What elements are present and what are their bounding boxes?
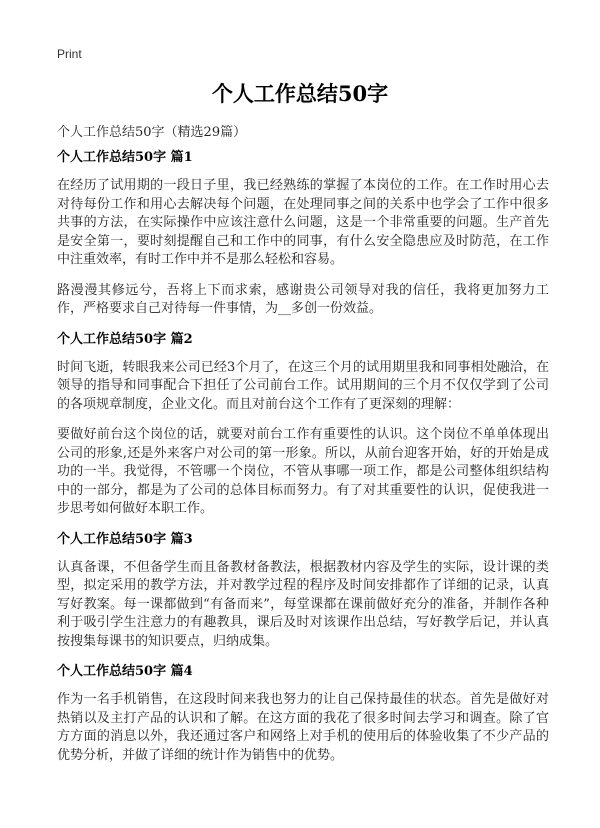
section-heading: 个人工作总结50字 篇2 xyxy=(57,331,193,347)
document-body xyxy=(57,149,549,777)
section-paragraph: 要做好前台这个岗位的话，就要对前台工作有重要性的认识。这个岗位不单单体现出公司的形象,还是外来客户对公司的第一形象。所以，从前台迎客开始，好的开始是成功的一半。我觉得，不管哪一个岗位，不管从事哪一项工作，都是公司整体组织结构中的一部分，都是为了公司的总体目标而努力。有了对其重要性的认识，促使我进一步思考如何做好本职工作。 xyxy=(57,427,549,516)
section-paragraph: 时间飞逝，转眼我来公司已经3个月了，在这三个月的试用期里我和同事相处融洽，在领导的指导和同事配合下担任了公司前台工作。试用期间的三个月不仅仅学到了公司的各项规章制度，企业文化。而且对前台这个工作有了更深刻的理解： xyxy=(57,359,549,412)
section-heading: 个人工作总结50字 篇3 xyxy=(57,531,193,547)
document-title: 个人工作总结50字 xyxy=(211,81,389,106)
section-heading: 个人工作总结50字 篇4 xyxy=(57,664,193,679)
section-4 xyxy=(57,663,549,765)
section-paragraph: 认真备课，不但备学生而且备教材备教法，根据教材内容及学生的实际，设计课的类型，拟定采用的教学方法，并对教学过程的程序及时间安排都作了详细的记录，认真写好教案。每一课都做到“有备而来”，每堂课都在课前做好充分的准备，并制作各种利于吸引学生注意力的有趣教具，课后及时对该课作出总结，写好教学后记，并认真按搜集每课书的知识要点，归纳成集。 xyxy=(57,559,549,649)
section-3 xyxy=(57,531,549,652)
section-paragraph: 路漫漫其修远兮，吾将上下而求索，感谢贵公司领导对我的信任，我将更加努力工作，严格要求自己对待每一件事情，为__多创一份效益。 xyxy=(57,282,549,316)
section-heading: 个人工作总结50字 篇1 xyxy=(57,150,193,165)
print-link[interactable]: Print xyxy=(57,47,82,61)
section-paragraph: 在经历了试用期的一段日子里，我已经熟练的掌握了本岗位的工作。在工作时用心去对待每份工作和用心去解决每个问题，在处理同事之间的关系中也学会了工作中很多共事的方法，在实际操作中应该注意什么问题，这是一个非常重要的问题。生产首先是安全第一，要时刻提醒自己和工作中的同事，有什么安全隐患应及时防范，在工作中注重效率，有时工作中并不是那么轻松和容易。 xyxy=(57,178,549,267)
section-paragraph: 作为一名手机销售，在这段时间来我也努力的让自己保持最佳的状态。首先是做好对热销以及主打产品的认识和了解。在这方面的我花了很多时间去学习和调查。除了官方方面的消息以外，我还通过客户和网络上对手机的使用后的体验收集了不少产品的优势分析，并做了详细的统计作为销售中的优势。 xyxy=(57,692,549,763)
document-subtitle: 个人工作总结50字（精选29篇） xyxy=(57,125,247,140)
section-1 xyxy=(57,149,549,319)
section-2 xyxy=(57,331,549,519)
